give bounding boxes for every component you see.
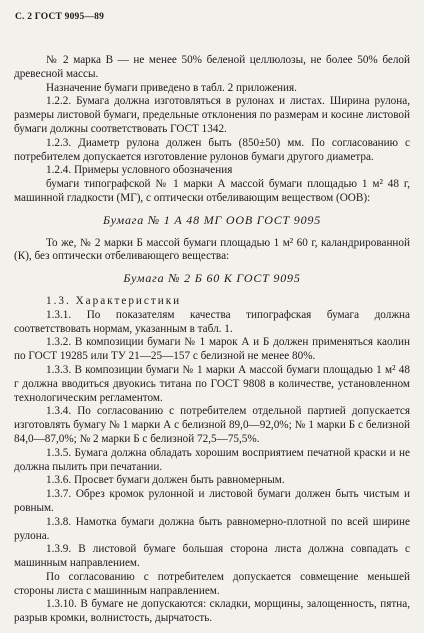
designation-example: Бумага № 2 Б 60 К ГОСТ 9095	[123, 271, 301, 286]
paragraph: 1.3.2. В композиции бумаги № 1 марок А и Б должен применяться каолин по ГОСТ 19285 или ТУ 21—25—157 с белизной не менее 80%.	[14, 336, 410, 363]
designation-example: Бумага № 1 А 48 МГ ООВ ГОСТ 9095	[102, 212, 322, 227]
paragraph: По согласованию с потребителем допускается совмещение меньшей стороны листа с машинным направлением.	[14, 570, 410, 597]
paragraph: 1.3.4. По согласованию с потребителем отдельной партией допускается изготовлять бумагу № 1 марки А с белизной 89,0—92,0%; № 1 марки Б с белизной 84,0—87,0%; № 2 марки Б с белизной 72,5—75,5%.	[14, 405, 410, 445]
paragraph: бумаги типографской № 1 марки А массой бумаги площадью 1 м² 48 г, машинной гладкости (МГ), с оптически отбеливающим веществом (ООВ):	[14, 178, 410, 204]
paragraph: № 2 марка В — не менее 50% беленой целлюлозы, не более 50% белой древесной массы.	[14, 54, 410, 80]
section-heading: 1.3. Характеристики	[46, 294, 182, 307]
page-header: С. 2 ГОСТ 9095—89	[15, 12, 105, 22]
paragraph: 1.3.7. Обрез кромок рулонной и листовой бумаги должен быть чистым и ровным.	[14, 488, 410, 514]
paragraph: 1.3.8. Намотка бумаги должна быть равномерно-плотной по всей ширине рулона.	[14, 515, 410, 542]
paragraph: Назначение бумаги приведено в табл. 2 приложения.	[46, 81, 297, 94]
paragraph: 1.3.9. В листовой бумаге большая сторона листа должна совпадать с машинным направлением.	[14, 543, 410, 570]
paragraph: 1.2.4. Примеры условного обозначения	[46, 164, 233, 177]
paragraph: 1.2.2. Бумага должна изготовляться в рулонах и листах. Ширина рулона, размеры листовой бумаги, предельные отклонения по размерам и косине листовой бумаги должны соответствовать ГОСТ 1342.	[14, 95, 410, 135]
paragraph: То же, № 2 марки Б массой бумаги площадью 1 м² 60 г, каландрированной (К), без оптически отбеливающего вещества:	[14, 236, 410, 263]
paragraph: 1.3.10. В бумаге не допускаются: складки, морщины, залощенность, пятна, разрыв кромки, волнистость, дырчатость.	[14, 598, 410, 625]
paragraph: 1.3.3. В композиции бумаги № 1 марки А массой бумаги площадью 1 м² 48 г должна вводиться двуокись титана по ГОСТ 9808 в количестве, установленном технологическим регламентом.	[14, 363, 410, 404]
paragraph: 1.2.3. Диаметр рулона должен быть (850±50) мм. По согласованию с потребителем допускается изготовление рулонов бумаги другого диаметра.	[14, 136, 410, 163]
paragraph: 1.3.1. По показателям качества типографская бумага должна соответствовать нормам, указанным в табл. 1.	[14, 308, 410, 335]
paragraph: 1.3.6. Просвет бумаги должен быть равномерным.	[46, 474, 285, 487]
paragraph: 1.3.5. Бумага должна обладать хорошим восприятием печатной краски и не должна пылить при печатании.	[14, 446, 410, 473]
page-body	[14, 54, 410, 626]
